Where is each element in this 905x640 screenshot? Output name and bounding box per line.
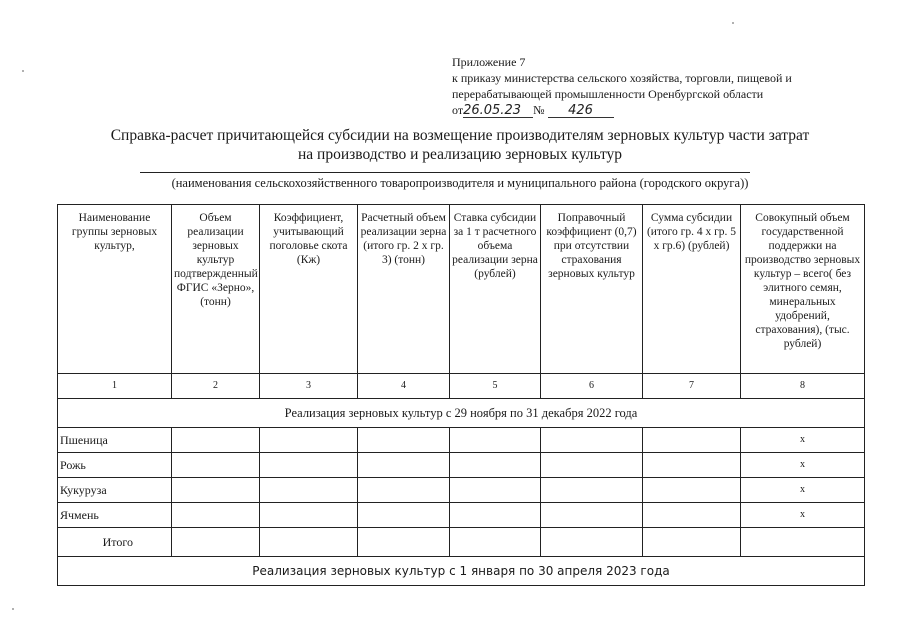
cell-input[interactable] [643,528,741,557]
cell-input[interactable] [358,478,450,503]
cell-input[interactable] [541,453,643,478]
section-title-2022: Реализация зерновых культур с 29 ноября по 31 декабря 2022 года [58,399,865,428]
cell-input[interactable] [172,453,260,478]
appendix-date-line [452,102,872,118]
crop-name: Ячмень [58,503,172,528]
cell-input[interactable] [260,503,358,528]
not-applicable-mark: x [741,503,865,528]
cell-input[interactable] [450,428,541,453]
header-total-support: Совокупный объем государственной поддержки на производство зерновых культур – всего( без элитного семян, минеральных удобрений, страхования), (тыс. рублей) [741,205,865,374]
table-row [58,453,865,478]
appendix-block [452,54,872,118]
cell-input[interactable] [172,528,260,557]
table-row [58,428,865,453]
cell-input[interactable] [643,428,741,453]
cell-input[interactable] [358,428,450,453]
crop-name: Кукуруза [58,478,172,503]
cell-input[interactable] [643,453,741,478]
document-title [60,126,860,164]
cell-input[interactable] [260,453,358,478]
header-calculated-volume: Расчетный объем реализации зерна (итого гр. 2 х гр. 3) (тонн) [358,205,450,374]
column-number-row [58,374,865,399]
cell-input[interactable] [358,503,450,528]
cell-input[interactable] [541,528,643,557]
column-number: 6 [541,374,643,399]
title-line-2: на производство и реализацию зерновых культур [297,146,623,163]
cell-input[interactable] [260,478,358,503]
organization-caption: (наименования сельскохозяйственного товаропроизводителя и муниципального района (городского округа)) [171,176,749,190]
order-date: 26.05.23 [463,104,533,118]
header-correction-coefficient: Поправочный коэффициент (0,7) при отсутствии страхования зерновых культур [541,205,643,374]
not-applicable-mark: x [741,478,865,503]
organization-name-line [140,172,750,173]
column-number: 2 [172,374,260,399]
cell-input[interactable] [741,528,865,557]
scan-speck [12,608,14,610]
cell-input[interactable] [172,428,260,453]
cell-input[interactable] [450,503,541,528]
total-row [58,528,865,557]
title-line-1: Справка-расчет причитающейся субсидии на возмещение производителям зерновых культур части затрат [110,127,810,144]
cell-input[interactable] [172,478,260,503]
cell-input[interactable] [541,478,643,503]
appendix-ministry-line: перерабатывающей промышленности Оренбургской области [452,87,764,101]
table-row [58,503,865,528]
cell-input[interactable] [450,528,541,557]
header-subsidy-rate: Ставка субсидии за 1 т расчетного объема реализации зерна (рублей) [450,205,541,374]
cell-input[interactable] [450,453,541,478]
cell-input[interactable] [172,503,260,528]
scan-speck [22,70,24,72]
header-subsidy-amount: Сумма субсидии (итого гр. 4 х гр. 5 х гр.6) (рублей) [643,205,741,374]
column-number: 3 [260,374,358,399]
not-applicable-mark: x [741,453,865,478]
header-crop-group: Наименование группы зерновых культур, [58,205,172,374]
from-prefix: от [452,103,464,117]
header-sales-volume: Объем реализации зерновых культур подтвержденный ФГИС «Зерно», (тонн) [172,205,260,374]
crop-name: Рожь [58,453,172,478]
column-number: 4 [358,374,450,399]
cell-input[interactable] [643,503,741,528]
cell-input[interactable] [450,478,541,503]
number-prefix: № [533,103,545,117]
header-livestock-coefficient: Коэффициент, учитывающий поголовье скота (Кж) [260,205,358,374]
cell-input[interactable] [643,478,741,503]
not-applicable-mark: x [741,428,865,453]
table-row [58,478,865,503]
scan-speck [732,22,734,24]
cell-input[interactable] [358,453,450,478]
order-number: 426 [548,104,614,118]
appendix-order-line: к приказу министерства сельского хозяйства, торговли, пищевой и [452,71,792,85]
column-number: 8 [741,374,865,399]
cell-input[interactable] [260,528,358,557]
column-number: 1 [58,374,172,399]
cell-input[interactable] [260,428,358,453]
cell-input[interactable] [358,528,450,557]
section-title-2023: Реализация зерновых культур с 1 января по 30 апреля 2023 года [58,557,865,586]
cell-input[interactable] [541,503,643,528]
subsidy-table [57,204,865,586]
cell-input[interactable] [541,428,643,453]
section-row-2023 [58,557,865,586]
column-number: 5 [450,374,541,399]
crop-name: Пшеница [58,428,172,453]
appendix-title: Приложение 7 [452,55,526,69]
section-row-2022 [58,399,865,428]
column-number: 7 [643,374,741,399]
table-header-row [58,205,865,374]
total-label: Итого [58,528,172,557]
